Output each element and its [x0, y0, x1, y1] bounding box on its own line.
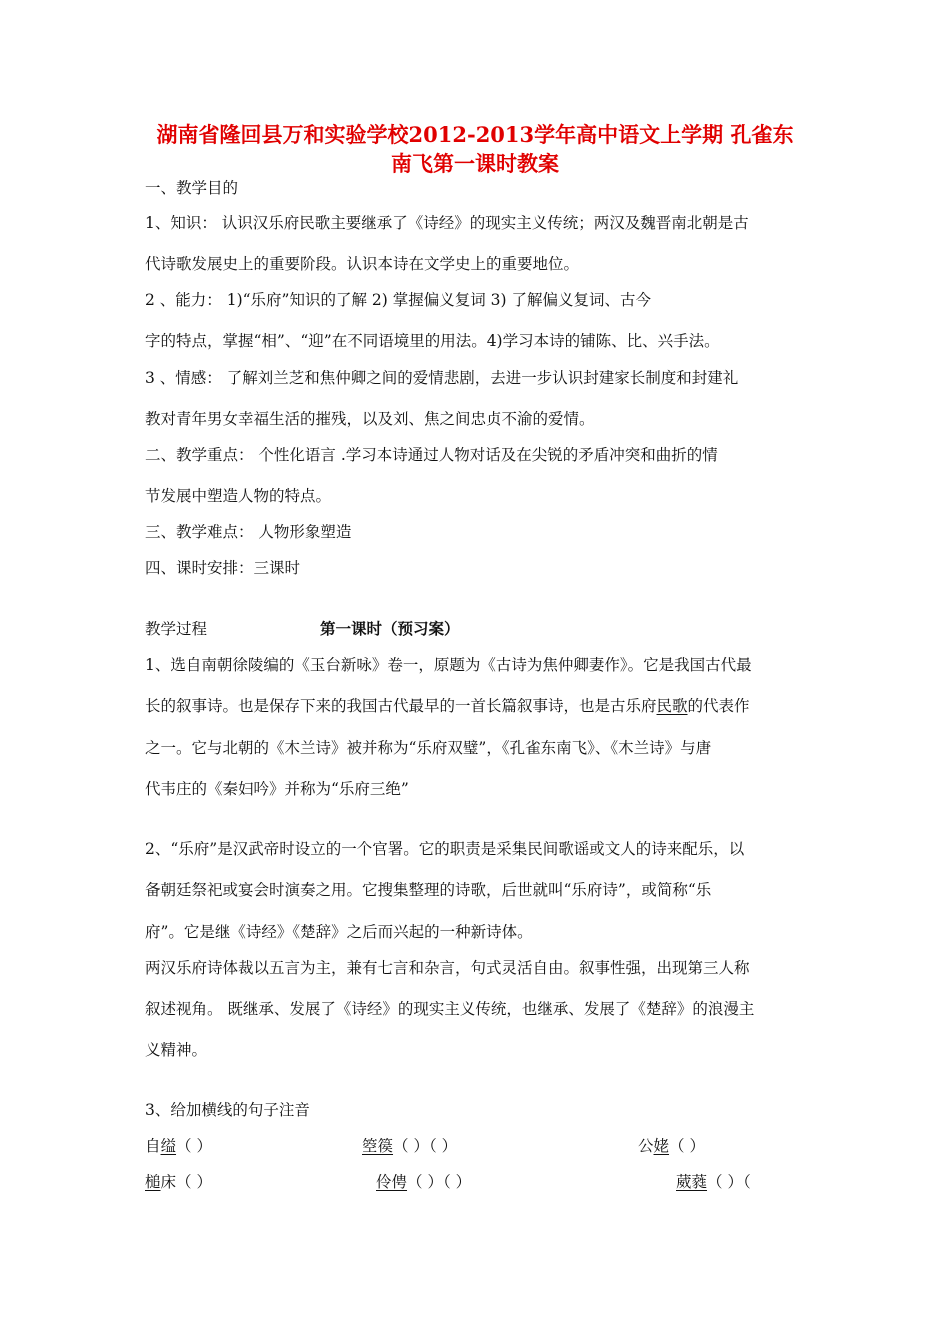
exercise-word-underlined: 箜篌 [362, 1137, 394, 1155]
focus-line-1: 二、教学重点： 个性化语言 .学习本诗通过人物对话及在尖锐的矛盾冲突和曲折的情 [145, 446, 718, 464]
para1-line-4: 代韦庄的《秦妇吟》并称为“乐府三绝” [145, 780, 409, 798]
answer-blank: （ ） [176, 1173, 212, 1191]
para2-line-6: 义精神。 [145, 1041, 208, 1059]
exercise-item-ziyi [145, 1136, 212, 1156]
para2-line-4: 两汉乐府诗体裁以五言为主，兼有七言和杂言，句式灵活自由。叙事性强，出现第三人称 [145, 959, 750, 977]
goal-emotion-line-1: 3 、情感： 了解刘兰芝和焦仲卿之间的爱情悲剧，去进一步认识封建家长制度和封建礼 [145, 369, 739, 387]
answer-blank: （ ）（ ） [407, 1173, 472, 1191]
focus-line-2: 节发展中塑造人物的特点。 [145, 487, 332, 505]
answer-blank: （ ） [176, 1137, 212, 1155]
exercise-item-lingping [376, 1172, 471, 1192]
goals-heading: 一、教学目的 [145, 179, 239, 197]
answer-blank: （ ）（ [707, 1173, 751, 1191]
lesson-title: 第一课时（预习案） [320, 619, 460, 638]
para1-line-1: 1、选自南朝徐陵编的《玉台新咏》卷一，原题为《古诗为焦仲卿妻作》。它是我国古代最 [145, 656, 752, 674]
exercise-word-plain: 公 [638, 1137, 654, 1155]
para1-line-2-after: 的代表作 [687, 697, 750, 715]
para1-line-2 [145, 696, 750, 716]
exercise-word-plain: 自 [145, 1137, 161, 1155]
answer-blank: （ ）（ ） [393, 1137, 458, 1155]
exercise-word-underlined: 姥 [653, 1137, 670, 1155]
document-title-line-2: 南飞第一课时教案 [391, 151, 559, 176]
exercise-word-plain: 床 [160, 1173, 177, 1191]
para1-line-2-before: 长的叙事诗。也是保存下来的我国古代最早的一首长篇叙事诗，也是古乐府 [145, 697, 657, 715]
goal-ability-line-2: 字的特点，掌握“相”、“迎”在不同语境里的用法。4)学习本诗的铺陈、比、兴手法。 [145, 332, 720, 350]
goal-knowledge-line-2: 代诗歌发展史上的重要阶段。认识本诗在文学史上的重要地位。 [145, 255, 580, 273]
goal-emotion-line-2: 教对青年男女幸福生活的摧残，以及刘、焦之间忠贞不渝的爱情。 [145, 410, 595, 428]
exercise-word-underlined: 缢 [160, 1137, 177, 1155]
exercise-item-chuichuang [145, 1172, 212, 1192]
exercise-item-konghou [362, 1136, 457, 1156]
document-title-line-1: 湖南省隆回县万和实验学校2012-2013学年高中语文上学期 孔雀东 [156, 122, 794, 147]
schedule-line: 四、课时安排：三课时 [145, 559, 301, 577]
goal-ability-line-1: 2 、能力： 1)“乐府”知识的了解 2) 掌握偏义复词 3) 了解偏义复词、古今 [145, 291, 651, 309]
process-label: 教学过程 [145, 620, 208, 638]
underlined-word-minge: 民歌 [656, 697, 688, 715]
exercise-word-underlined: 葳蕤 [676, 1173, 708, 1191]
para1-line-3: 之一。它与北朝的《木兰诗》被并称为“乐府双璧”，《孔雀东南飞》、《木兰诗》与唐 [145, 739, 712, 757]
goal-knowledge-line-1: 1、知识： 认识汉乐府民歌主要继承了《诗经》的现实主义传统；两汉及魏晋南北朝是古 [145, 214, 749, 232]
phonetic-exercise-heading: 3、给加横线的句子注音 [145, 1101, 310, 1119]
para2-line-1: 2、“乐府”是汉武帝时设立的一个官署。它的职责是采集民间歌谣或文人的诗来配乐，以 [145, 840, 745, 858]
para2-line-5: 叙述视角。 既继承、发展了《诗经》的现实主义传统，也继承、发展了《楚辞》的浪漫主 [145, 1000, 755, 1018]
exercise-item-gongmu [638, 1136, 705, 1156]
difficulty-line: 三、教学难点： 人物形象塑造 [145, 523, 352, 541]
para2-line-2: 备朝廷祭祀或宴会时演奏之用。它搜集整理的诗歌，后世就叫“乐府诗”，或简称“乐 [145, 881, 712, 899]
exercise-word-underlined: 伶俜 [376, 1173, 408, 1191]
exercise-item-weirui [668, 1172, 751, 1192]
answer-blank: （ ） [669, 1137, 705, 1155]
para2-line-3: 府”。它是继《诗经》《楚辞》之后而兴起的一种新诗体。 [145, 923, 533, 941]
exercise-word-underlined: 槌 [145, 1173, 161, 1191]
